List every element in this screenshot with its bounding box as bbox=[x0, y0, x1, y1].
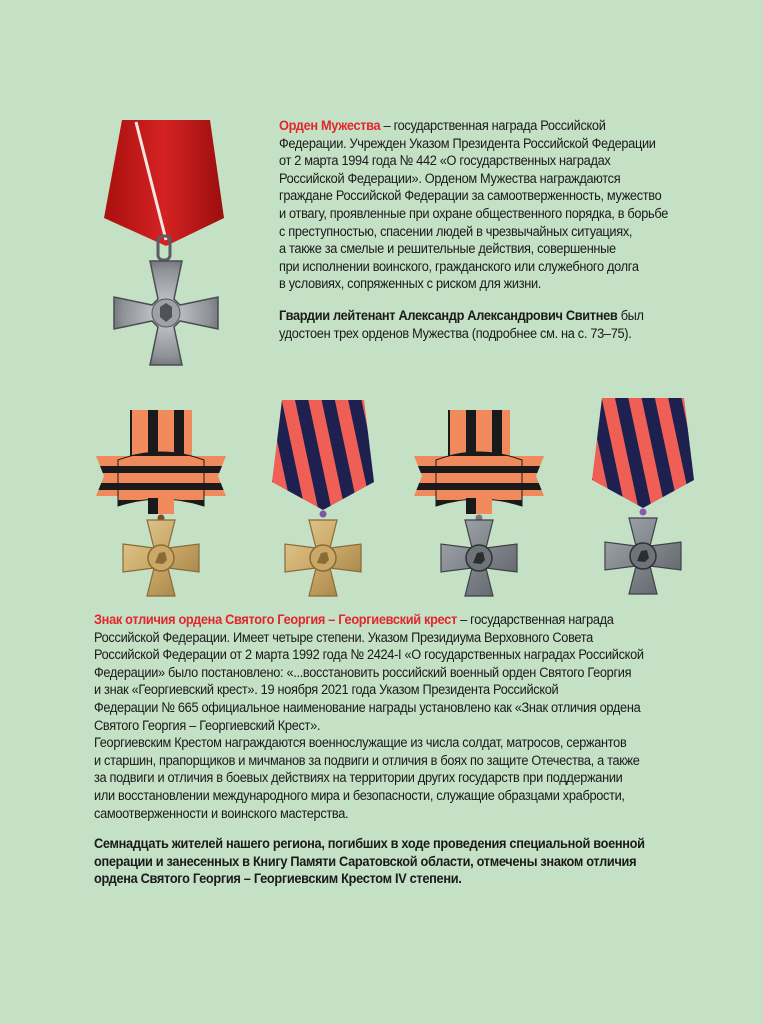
st-george-cross-4th-degree-image bbox=[588, 396, 698, 598]
st-george-cross-pentagon-gold-icon bbox=[268, 398, 378, 598]
closing-statement: Семнадцать жителей нашего региона, погибших в ходе проведения специальной военной операции и занесенных в Книгу Памяти Саратовской области, отмечены знаком отличия ордена Святого Георгия – Георгиевским Крестом IV степени. bbox=[94, 836, 645, 888]
order-of-courage-description: Орден Мужества – государственная награда Российской Федерации. Учрежден Указом Президента Российской Федерации от 2 марта 1994 года № 442 «О государственных наградах Российской Федерации». Орденом Мужества награждаются граждане Российской Федерации за самоотверженность, мужество и отвагу, проявленные при охране общественного порядка, в борьбе с преступностью, спасении людей в чрезвычайных ситуациях, а также за смелые и решительные действия, совершенные при исполнении воинского, гражданского или служебного долга в условиях, сопряженных с риском для жизни. bbox=[279, 118, 668, 293]
order-of-courage-title: Орден Мужества bbox=[279, 118, 381, 134]
order-of-courage-image bbox=[96, 118, 236, 368]
st-george-cross-1st-degree-image bbox=[96, 398, 226, 598]
st-george-cross-2nd-degree-image bbox=[268, 398, 378, 598]
st-george-cross-bow-silver-icon bbox=[414, 398, 544, 598]
st-george-cross-bow-gold-icon bbox=[96, 398, 226, 598]
st-george-cross-3rd-degree-image bbox=[414, 398, 544, 598]
recipient-name: Гвардии лейтенант Александр Александрович Свитнев bbox=[279, 308, 618, 324]
st-george-cross-pentagon-silver-icon bbox=[588, 396, 698, 598]
order-of-courage-icon bbox=[96, 118, 236, 368]
st-george-cross-description: Знак отличия ордена Святого Георгия – Георгиевский крест – государственная награда Российской Федерации. Имеет четыре степени. Указом Президиума Верховного Совета Российской Федерации от 2 марта 1992 года № 2424-I «О государственных наградах Российской Федерации» было постановлено: «...восстановить российский военный орден Святого Георгия и знак «Георгиевский крест». 19 ноября 2021 года Указом Президента Российской Федерации № 665 официальное наименование награды установлено как «Знак отличия ордена Святого Георгия – Георгиевский Крест». Георгиевским Крестом награждаются военнослужащие из числа солдат, матросов, сержантов и старшин, прапорщиков и мичманов за подвиги и отличия в боях по защите Отечества, а также за подвиги и отличия в боевых действиях на территории других государств при поддержании или восстановлении международного мира и безопасности, служащие образцами храбрости, самоотверженности и воинского мастерства. bbox=[94, 612, 644, 822]
recipient-note: Гвардии лейтенант Александр Александрович Свитнев был удостоен трех орденов Мужества (подробнее см. на с. 73–75). bbox=[279, 308, 644, 342]
st-george-cross-title: Знак отличия ордена Святого Георгия – Георгиевский крест bbox=[94, 612, 457, 628]
